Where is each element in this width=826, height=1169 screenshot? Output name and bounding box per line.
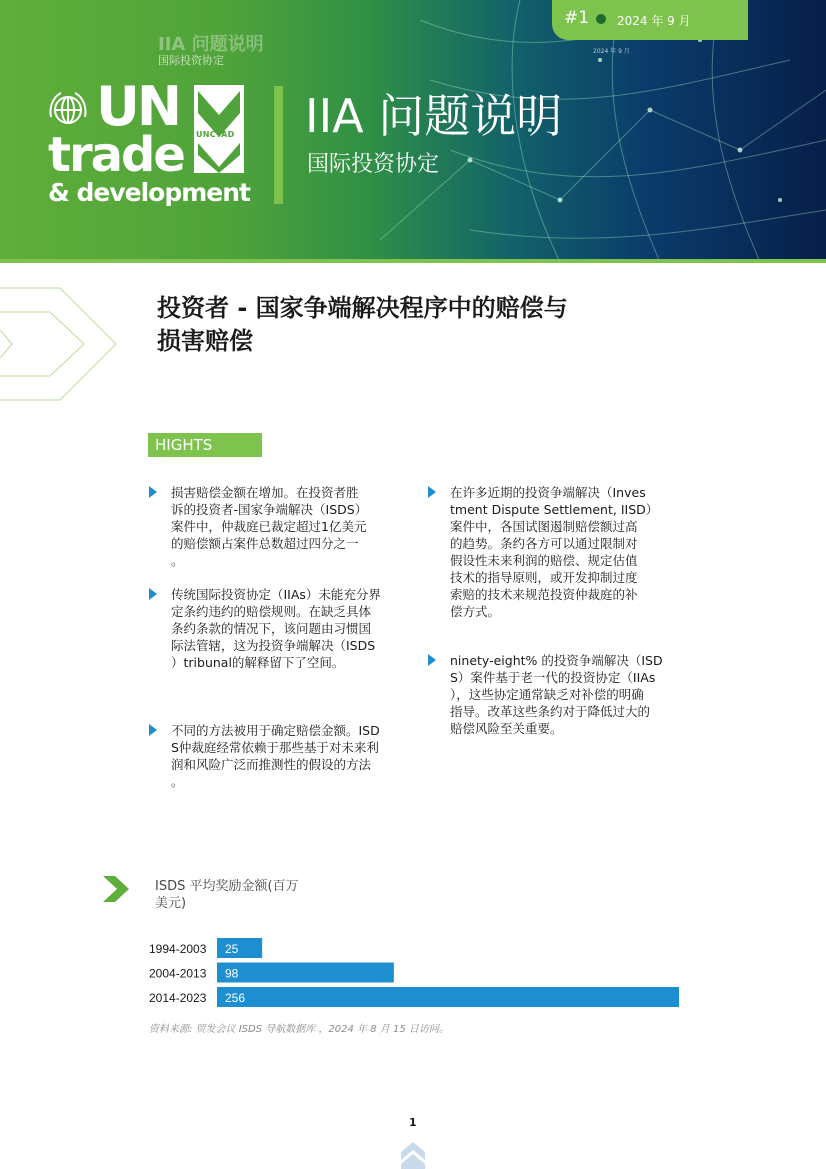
chart-title-line2: 美元): [155, 896, 187, 911]
document-title-line2: 损害赔偿: [157, 327, 253, 355]
issue-number: #1: [564, 8, 590, 28]
footer-chevron-icon: [400, 1138, 426, 1169]
bar: [217, 938, 262, 958]
bar-value-label: 25: [225, 942, 239, 956]
chart-title: [155, 878, 335, 912]
issue-dot-icon: [596, 14, 606, 24]
highlights-tag: HIGHTS: [148, 433, 262, 457]
source-note: 资料来源: 贸发会议 ISDS 导航数据库 ，2024 年 8 月 15 日访问。: [149, 1024, 449, 1035]
chart-title-line1: ISDS 平均奖励金额(百万: [155, 879, 299, 894]
bar-value-label: 256: [225, 991, 246, 1005]
banner-bottom-stripe: [0, 259, 826, 263]
document-title: [157, 292, 677, 358]
logo-development-text: & development: [48, 178, 251, 207]
page-number: 1: [409, 1116, 417, 1129]
highlight-bullet: 传统国际投资协定（IIAs）未能充分界 定条约违约的赔偿规则。在缺乏具体 条约条款的情况下，该问题由习惯国 际法管辖，这为投资争端解决（ISDS ）tribunal的解释留下了空间。: [171, 586, 406, 671]
bar-category-label: 2004-2013: [149, 966, 207, 981]
logo-un-text: UN: [96, 75, 180, 138]
bar-value-label: 98: [225, 966, 239, 981]
ghost-title: IIA 问题说明: [158, 34, 264, 55]
bullet-triangle-icon: [149, 486, 157, 498]
bullet-triangle-icon: [149, 724, 157, 736]
highlight-bullet: 损害赔偿金额在增加。在投资者胜 诉的投资者-国家争端解决（ISDS） 案件中，仲裁庭已裁定超过1亿美元 的赔偿额占案件总数超过四分之一 。: [171, 484, 406, 569]
issue-date: 2024 年 9 月: [617, 14, 691, 28]
highlight-bullet: 在许多近期的投资争端解决（Inves tment Dispute Settlement, IISD） 案件中，各国试图遏制赔偿额过高 的趋势。条约各方可以通过限制对 假设性未来利润的赔偿、规定估值 技术的指导原则，或开发抑制过度 索赔的技术来规范投资仲裁庭的补 偿方式。: [450, 484, 685, 620]
bar-category-label: 1994-2003: [149, 942, 207, 956]
bar-category-label: 2014-2023: [149, 991, 207, 1005]
bullet-triangle-icon: [149, 588, 157, 600]
ghost-subtitle: 国际投资协定: [158, 54, 224, 67]
decorative-chevrons-icon: [0, 286, 120, 406]
document-title-line1: 投资者 - 国家争端解决程序中的赔偿与: [157, 294, 568, 322]
highlight-bullet: 不同的方法被用于确定赔偿金额。ISD S仲裁庭经常依赖于那些基于对未来利 润和风险广泛而推测性的假设的方法 。: [171, 722, 406, 790]
unctad-logo-label: UNCTAD: [196, 130, 235, 139]
series-title: IIA 问题说明: [305, 89, 563, 143]
series-subtitle: 国际投资协定: [307, 152, 440, 177]
unctad-logo-icon: [194, 85, 244, 173]
bullet-triangle-icon: [428, 486, 436, 498]
header-divider: [274, 86, 283, 204]
chart-chevron-icon: [101, 874, 131, 904]
bullet-triangle-icon: [428, 654, 436, 666]
award-bar-chart: [140, 936, 700, 1012]
bar: [217, 987, 679, 1007]
highlight-bullet: ninety-eight% 的投资争端解决（ISD S）案件基于老一代的投资协定（IIAs ），这些协定通常缺乏对补偿的明确 指导。改革这些条约对于降低过大的 赔偿风险至关重要。: [450, 652, 685, 737]
issue-date-small: 2024 年 9 月: [593, 48, 630, 55]
bar: [217, 963, 394, 983]
logo-trade-text: trade: [48, 127, 184, 183]
